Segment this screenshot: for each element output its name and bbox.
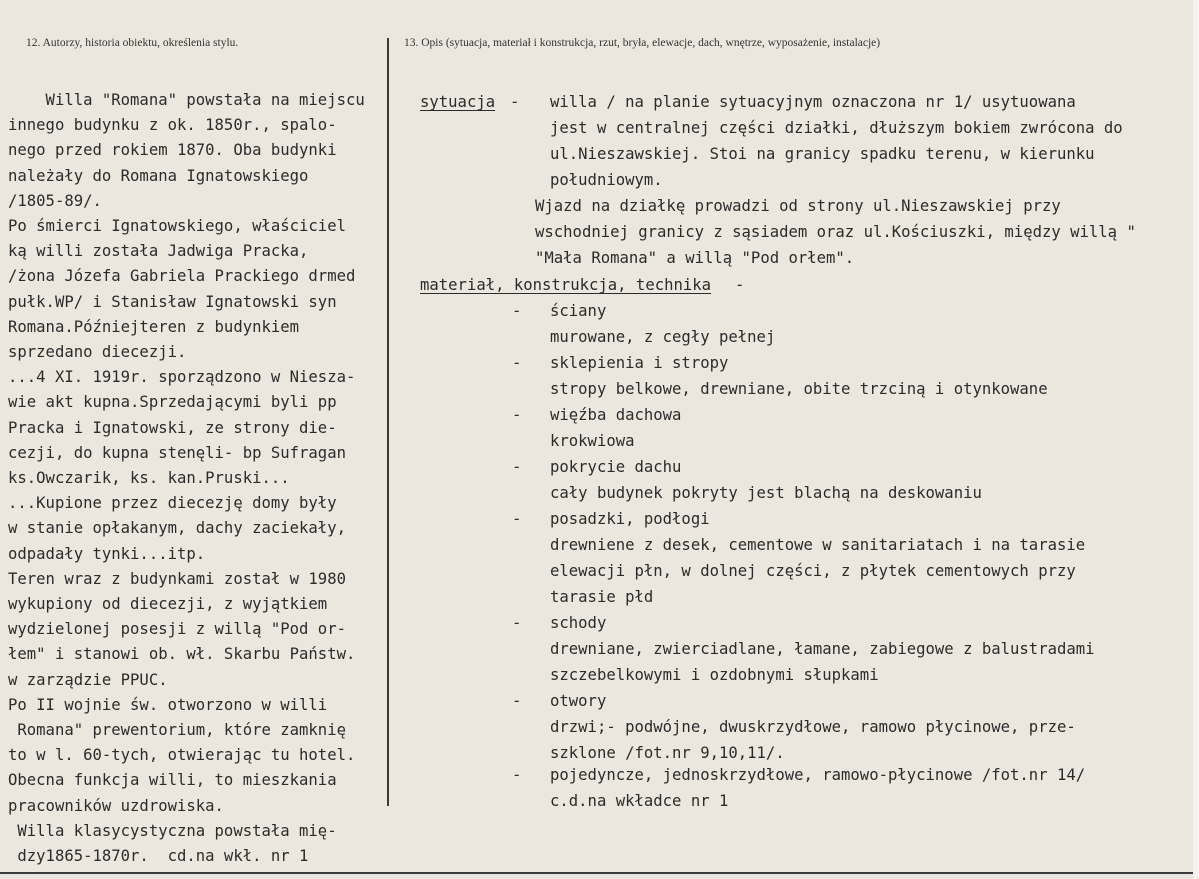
- item-description-line: elewacji płn, w dolnej części, z płytek cementowych przy: [550, 562, 1076, 580]
- item-title: schody: [550, 614, 607, 632]
- history-line: Teren wraz z budynkami został w 1980: [8, 569, 346, 588]
- history-line: Willa "Romana" powstała na miejscu: [8, 91, 365, 109]
- material-dash: -: [735, 276, 745, 294]
- last-item-line: pojedyncze, jednoskrzydłowe, ramowo-płycinowe /fot.nr 14/: [550, 766, 1086, 784]
- item-description-line: murowane, z cegły pełnej: [550, 328, 776, 346]
- item-description-line: drzwi;- podwójne, dwuskrzydłowe, ramowo płycinowe, prze-: [550, 718, 1076, 736]
- history-line: pułk.WP/ i Stanisław Ignatowski syn: [8, 292, 337, 311]
- wjazd-line: Wjazd na działkę prowadzi od strony ul.Nieszawskiej przy: [535, 197, 1061, 215]
- history-line: nego przed rokiem 1870. Oba budynki: [8, 141, 337, 160]
- sytuacja-label: sytuacja: [420, 93, 496, 111]
- history-line: Po II wojnie św. otworzono w willi: [8, 695, 328, 714]
- item-dash: -: [512, 458, 522, 476]
- item-description-line: cały budynek pokryty jest blachą na deskowaniu: [550, 484, 982, 502]
- history-line: Po śmierci Ignatowskiego, właściciel: [8, 217, 346, 235]
- history-line: wykupiony od diecezji, z wyjątkiem: [8, 595, 328, 613]
- item-title: ściany: [550, 302, 607, 320]
- history-line: Romana" prewentorium, które zamknię: [8, 721, 346, 739]
- item-description-line: szklone /fot.nr 9,10,11/.: [550, 744, 785, 762]
- section-13-header: 13. Opis (sytuacja, materiał i konstrukcja, rzut, bryła, elewacje, dach, wnętrze, wyposażenie, instalacje): [404, 37, 881, 49]
- item-dash: -: [512, 406, 522, 424]
- history-line: Pracka i Ignatowski, ze strony die-: [8, 418, 337, 437]
- bottom-rule: [0, 872, 1199, 874]
- item-description-line: drewniane, zwierciadlane, łamane, zabiegowe z balustradami: [550, 640, 1095, 658]
- history-line: Obecna funkcja willi, to mieszkania: [8, 771, 337, 790]
- history-line: innego budynku z ok. 1850r., spalo-: [8, 116, 337, 135]
- sytuacja-line: jest w centralnej części działki, dłuższym bokiem zwrócona do: [550, 119, 1123, 137]
- section-12-header: 12. Autorzy, historia obiektu, określenia stylu.: [26, 37, 239, 49]
- history-line: w stanie opłakanym, dachy zaciekały,: [8, 519, 346, 538]
- item-title: sklepienia i stropy: [550, 354, 729, 372]
- history-line: /żona Józefa Gabriela Prackiego drmed: [8, 267, 356, 286]
- history-line: pracowników uzdrowiska.: [8, 796, 224, 815]
- item-title: pokrycie dachu: [550, 458, 682, 476]
- item-dash: -: [512, 510, 522, 528]
- history-line: w zarządzie PPUC.: [8, 670, 168, 689]
- last-item-line: c.d.na wkładce nr 1: [550, 792, 729, 810]
- history-line: Romana.Późniejteren z budynkiem: [8, 317, 300, 336]
- item-description-line: krokwiowa: [550, 432, 635, 450]
- item-dash: -: [512, 692, 522, 710]
- item-description-line: drewniene z desek, cementowe w sanitariatach i na tarasie: [550, 536, 1086, 554]
- item-description-line: szczebelkowymi i ozdobnymi słupkami: [550, 666, 879, 684]
- history-line: łem" i stanowi ob. wł. Skarbu Państw.: [8, 645, 356, 664]
- column-divider: [387, 38, 389, 806]
- sytuacja-line: ul.Nieszawskiej. Stoi na granicy spadku terenu, w kierunku: [550, 145, 1095, 163]
- item-title: posadzki, podłogi: [550, 510, 710, 528]
- wjazd-line: wschodniej granicy z sąsiadem oraz ul.Kościuszki, między willą ": [535, 223, 1136, 241]
- history-line: /1805-89/.: [8, 191, 102, 210]
- item-description-line: stropy belkowe, drewniane, obite trzciną i otynkowane: [550, 380, 1048, 398]
- history-line: ką willi została Jadwiga Pracka,: [8, 242, 309, 261]
- history-line: to w l. 60-tych, otwierając tu hotel.: [8, 746, 356, 765]
- history-line: ...4 XI. 1919r. sporządzono w Niesza-: [8, 368, 356, 387]
- history-line: wie akt kupna.Sprzedającymi byli pp: [8, 393, 337, 412]
- item-description-line: tarasie płd: [550, 588, 654, 606]
- history-line: ...Kupione przez diecezję domy były: [8, 494, 337, 513]
- sytuacja-line: willa / na planie sytuacyjnym oznaczona nr 1/ usytuowana: [550, 93, 1076, 111]
- sytuacja-dash: -: [510, 93, 520, 111]
- item-dash: -: [512, 354, 522, 372]
- sytuacja-line: południowym.: [550, 171, 663, 189]
- history-line: należały do Romana Ignatowskiego: [8, 166, 309, 185]
- history-line: wydzielonej posesji z willą "Pod or-: [8, 620, 346, 639]
- material-label: materiał, konstrukcja, technika: [420, 276, 712, 294]
- item-dash: -: [512, 302, 522, 320]
- item-title: więźba dachowa: [550, 406, 682, 424]
- item-dash: -: [512, 614, 522, 632]
- history-line: dzy1865-1870r. cd.na wkł. nr 1: [8, 847, 309, 865]
- history-line: ks.Owczarik, ks. kan.Pruski...: [8, 469, 290, 487]
- history-line: odpadały tynki...itp.: [8, 544, 206, 563]
- history-line: sprzedano diecezji.: [8, 343, 187, 361]
- page-edge: [1193, 0, 1199, 879]
- item-title: otwory: [550, 692, 607, 710]
- wjazd-line: "Mała Romana" a willą "Pod orłem".: [535, 249, 855, 267]
- history-line: cezji, do kupna stenęli- bp Sufragan: [8, 443, 346, 462]
- last-item-dash: -: [512, 766, 522, 784]
- history-line: Willa klasycystyczna powstała mię-: [8, 821, 337, 840]
